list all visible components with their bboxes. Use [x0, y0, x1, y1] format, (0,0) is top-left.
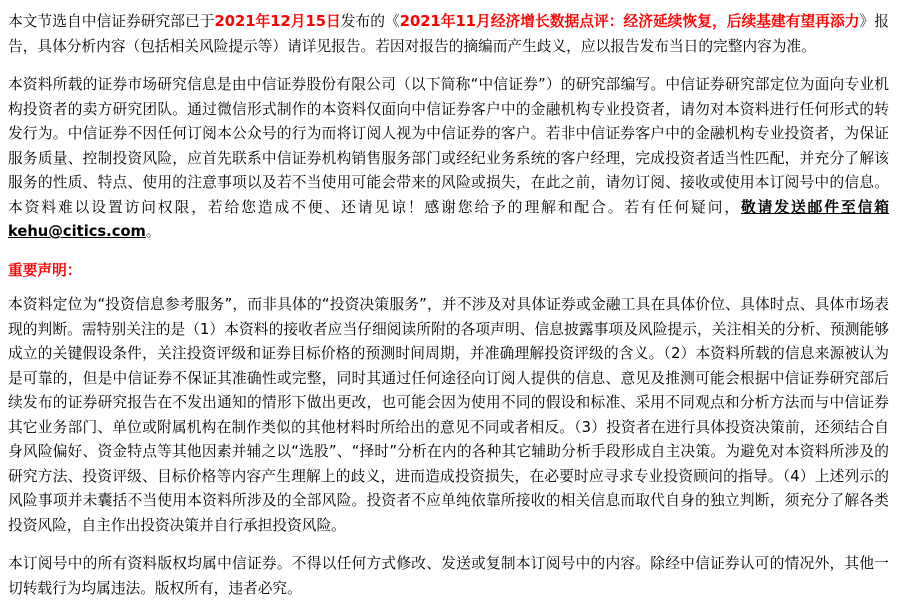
research-info-period: 。	[145, 223, 161, 240]
paragraph-copyright	[8, 552, 889, 601]
paragraph-research-info	[8, 73, 889, 245]
source-note-report-title: 2021年11月经济增长数据点评：经济延续恢复，后续基建有望再添力	[399, 13, 860, 30]
important-statement-title: 重要声明：	[8, 261, 82, 279]
disclaimer-text: 本资料定位为“投资信息参考服务”，而非具体的“投资决策服务”，并不涉及对具体证券或金融工具在具体价位、具体时点、具体市场表现的判断。需特别关注的是（1）本资料的接收者应当仔细阅读所附的各项声明、信息披露事项及风险提示，关注相关的分析、预测能够成立的关键假设条件，关注投资评级和证券目标价格的预测时间周期，并准确理解投资评级的含义。（2）本资料所载的信息来源被认为是可靠的，但是中信证券不保证其准确性或完整，同时其通过任何途径向订阅人提供的信息、意见及推测可能会根据中信证券研究部后续发布的证券研究报告在不发出通知的情形下做出更改，也可能会因为使用不同的假设和标准、采用不同观点和分析方法而与中信证券其它业务部门、单位或附属机构在制作类似的其他材料时所给出的意见不同或者相反。（3）投资者在进行具体投资决策前，还须结合自身风险偏好、资金特点等其他因素并辅之以“选股”、“择时”分析在内的各种其它辅助分析手段形成自主决策。为避免对本资料所涉及的研究方法、投资评级、目标价格等内容产生理解上的歧义，进而造成投资损失，在必要时应寻求专业投资顾问的指导。（4）上述列示的风险事项并未囊括不当使用本资料所涉及的全部风险。投资者不应单纯依靠所接收的相关信息而取代自身的独立判断，须充分了解各类投资风险，自主作出投资决策并自行承担投资风险。	[8, 296, 889, 534]
source-note-date: 2021年12月15日	[214, 13, 341, 30]
important-statement-heading	[8, 259, 889, 284]
source-note-text-2: 发布的《	[340, 13, 400, 30]
source-note-text-1: 本文节选自中信证券研究部已于	[8, 13, 215, 30]
paragraph-disclaimer-body	[8, 293, 889, 538]
paragraph-source-note	[8, 10, 889, 59]
copyright-text: 本订阅号中的所有资料版权均属中信证券。不得以任何方式修改、发送或复制本订阅号中的内容。除经中信证券认可的情况外，其他一切转载行为均属违法。版权所有，违者必究。	[8, 555, 889, 597]
source-note-text-3: 》报告，具体分析内容（包括相关风险提示等）请详见报告。若因对报告的摘编而产生歧义，应以报告发布当日的完整内容为准。	[8, 13, 889, 55]
research-info-text: 本资料所载的证券市场研究信息是由中信证券股份有限公司（以下简称“中信证券”）的研究部编写。中信证券研究部定位为面向专业机构投资者的卖方研究团队。通过微信形式制作的本资料仅面向中信证券客户中的金融机构专业投资者，请勿对本资料进行任何形式的转发行为。中信证券不因任何订阅本公众号的行为而将订阅人视为中信证券的客户。若非中信证券客户中的金融机构专业投资者，为保证服务质量、控制投资风险，应首先联系中信证券机构销售服务部门或经纪业务系统的客户经理，完成投资者适当性匹配，并充分了解该服务的性质、特点、使用的注意事项以及若不当使用可能会带来的风险或损失，在此之前，请勿订阅、接收或使用本订阅号中的信息。本资料难以设置访问权限，若给您造成不便、还请见谅！感谢您给予的理解和配合。若有任何疑问，	[8, 76, 889, 216]
research-info-contact: 敬请发送邮件至信箱kehu@citics.com	[8, 198, 889, 240]
